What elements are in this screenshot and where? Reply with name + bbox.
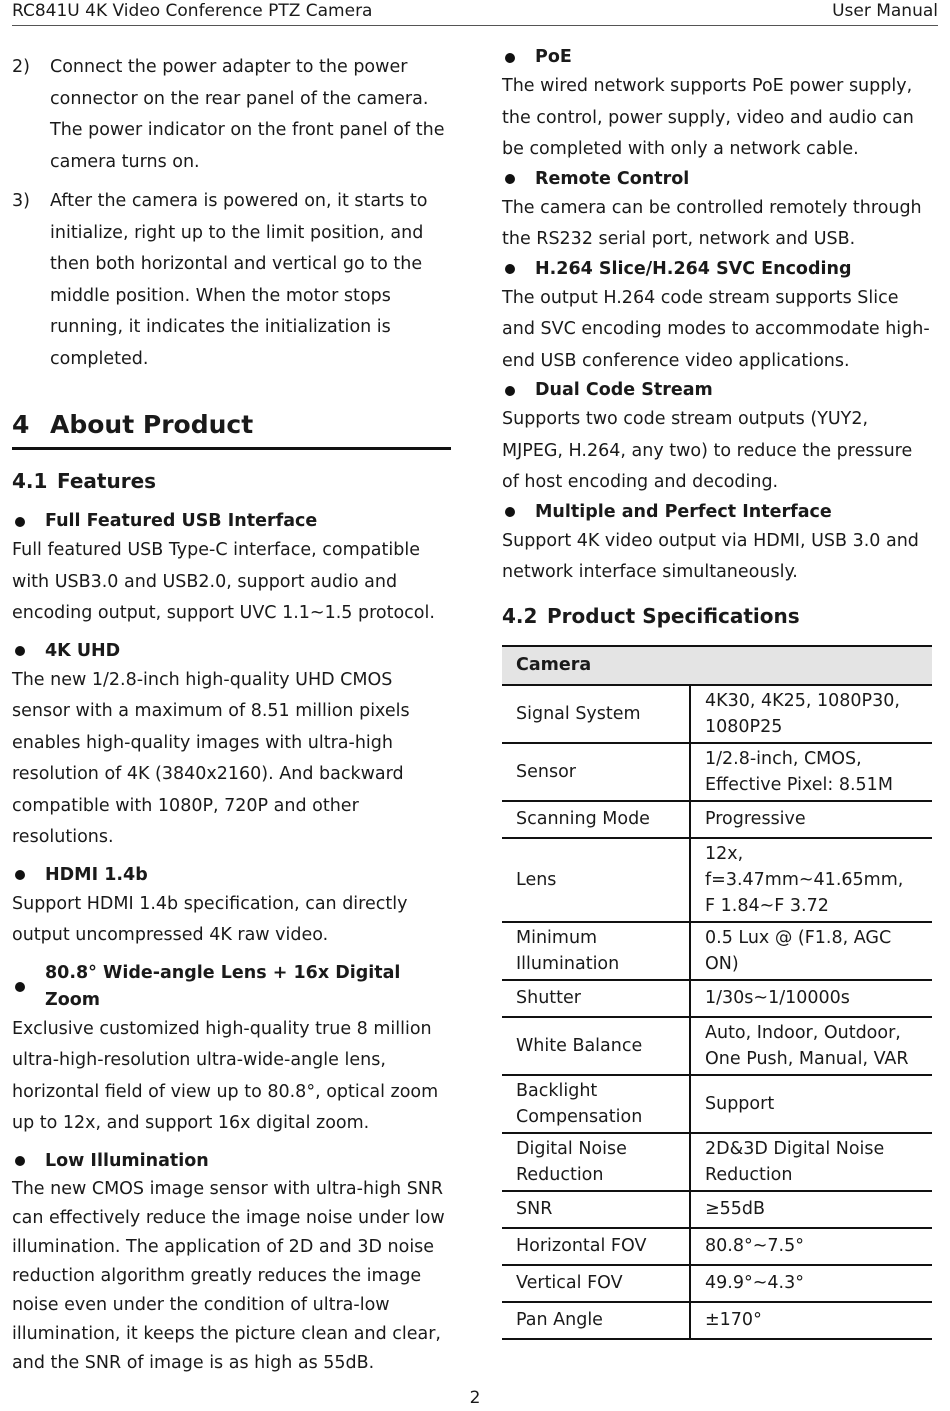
feature-title: Full Featured USB Interface [45,511,318,531]
step-number: 3) [12,191,30,211]
spec-key: Lens [502,838,690,922]
spec-row [502,743,932,801]
header-title: RC841U 4K Video Conference PTZ Camera [12,1,373,21]
section-heading [12,405,451,450]
spec-row [502,1133,932,1191]
spec-table-header: Camera [502,646,932,685]
spec-row [502,980,932,1017]
spec-value: ≥55dB [690,1191,932,1228]
bullet-icon [15,517,25,527]
spec-row [502,1017,932,1075]
spec-value: 1/30s~1/10000s [690,980,932,1017]
spec-value: 2D&3D Digital Noise Reduction [690,1133,932,1191]
feature-item [502,499,932,589]
features-heading-title: Features [57,469,157,493]
bullet-icon [505,264,515,274]
feature-item [12,862,452,952]
spec-key: SNR [502,1191,690,1228]
page-header [12,0,938,26]
spec-key: White Balance [502,1017,690,1075]
spec-key: Minimum Illumination [502,922,690,980]
feature-description: Exclusive customized high-quality true 8 million ultra-high-resolution ultra-wide-angle lens, horizontal field of view up to 80.8°, optical zoom up to 12x, and support 16x digital zoom. [12,1018,439,1133]
spec-row [502,1265,932,1302]
feature-description: The new 1/2.8-inch high-quality UHD CMOS sensor with a maximum of 8.51 million pixels enables high-quality images with ultra-high resolution of 4K (3840x2160). And backward compatible with 1080P, 720P and other resolutions. [12,669,410,847]
feature-title: 4K UHD [45,640,121,661]
spec-value: 0.5 Lux @ (F1.8, AGC ON) [690,922,932,980]
feature-description: Full featured USB Type-C interface, compatible with USB3.0 and USB2.0, support audio and encoding output, support UVC 1.1~1.5 protocol. [12,540,435,623]
feature-description: Support 4K video output via HDMI, USB 3.0 and network interface simultaneously. [502,530,919,582]
bullet-icon [505,174,515,184]
spec-key: Scanning Mode [502,801,690,838]
spec-table [502,645,932,1340]
feature-item [502,44,932,166]
spec-value: Auto, Indoor, Outdoor, One Push, Manual, VAR [690,1017,932,1075]
spec-row [502,1191,932,1228]
feature-description: The output H.264 code stream supports Slice and SVC encoding modes to accommodate high-end USB conference video applications. [502,287,930,371]
right-column [502,44,932,1340]
step-number: 2) [12,57,30,77]
bullet-icon [505,507,515,517]
spec-key: Pan Angle [502,1302,690,1339]
bullet-icon [15,646,25,656]
feature-description: The wired network supports PoE power supply, the control, power supply, video and audio can be completed with only a network cable. [502,76,914,159]
spec-key: Digital Noise Reduction [502,1133,690,1191]
spec-row [502,1228,932,1265]
specifications-heading-title: Product Specifications [547,603,800,628]
feature-title: H.264 Slice/H.264 SVC Encoding [535,258,852,279]
bullet-icon [505,386,515,396]
bullet-icon [15,982,25,992]
spec-key: Shutter [502,980,690,1017]
feature-item [502,166,932,256]
features-heading [12,466,452,496]
feature-title: HDMI 1.4b [45,864,148,885]
feature-title: PoE [535,47,572,67]
left-column [12,52,452,1378]
feature-item [502,377,932,499]
spec-row [502,1302,932,1339]
feature-title: 80.8° Wide-angle Lens + 16x Digital Zoom [45,962,401,1010]
spec-key: Sensor [502,743,690,801]
bullet-icon [15,870,25,880]
spec-value: 80.8°~7.5° [690,1228,932,1265]
step-text: Connect the power adapter to the power connector on the rear panel of the camera. The power indicator on the front panel of the camera turns on. [50,57,445,172]
feature-title: Low Illumination [45,1150,209,1171]
spec-row [502,801,932,838]
bullet-icon [505,53,515,63]
spec-key: Backlight Compensation [502,1075,690,1133]
step-item [12,186,452,375]
feature-item [12,960,452,1140]
section-title: About Product [50,410,254,439]
specifications-heading [502,601,932,631]
header-doc-type: User Manual [832,1,938,21]
feature-title: Multiple and Perfect Interface [535,501,832,522]
feature-description: The camera can be controlled remotely through the RS232 serial port, network and USB. [502,197,922,249]
spec-value: 12x, f=3.47mm~41.65mm, F 1.84~F 3.72 [690,838,932,922]
bullet-icon [15,1156,25,1166]
spec-value: ±170° [690,1302,932,1339]
spec-value: 4K30, 4K25, 1080P30, 1080P25 [690,685,932,743]
step-item [12,52,452,178]
feature-title: Dual Code Stream [535,380,713,400]
spec-row [502,922,932,980]
spec-row [502,1075,932,1133]
feature-item [12,1148,452,1378]
spec-key: Signal System [502,685,690,743]
specifications-heading-number: 4.2 [502,603,538,628]
step-text: After the camera is powered on, it starts to initialize, right up to the limit position, and then both horizontal and vertical go to the middle position. When the motor stops running, it indicates the initialization is completed. [50,191,428,369]
spec-value: 49.9°~4.3° [690,1265,932,1302]
feature-item [12,638,452,854]
spec-key: Horizontal FOV [502,1228,690,1265]
spec-value: Support [690,1075,932,1133]
spec-value: 1/2.8-inch, CMOS, Effective Pixel: 8.51M [690,743,932,801]
feature-description: Supports two code stream outputs (YUY2, MJPEG, H.264, any two) to reduce the pressure of host encoding and decoding. [502,409,913,492]
spec-key: Vertical FOV [502,1265,690,1302]
section-number: 4 [12,410,30,439]
spec-value: Progressive [690,801,932,838]
feature-description: The new CMOS image sensor with ultra-high SNR can effectively reduce the image noise under low illumination. The application of 2D and 3D noise reduction algorithm greatly reduces the image noise even under the condition of ultra-low illumination, it keeps the picture clean and clear, and the SNR of image is as high as 55dB. [12,1178,445,1373]
spec-row [502,838,932,922]
features-heading-number: 4.1 [12,469,48,493]
feature-item [12,508,452,630]
page-number: 2 [469,1388,481,1408]
feature-title: Remote Control [535,168,690,189]
feature-description: Support HDMI 1.4b specification, can directly output uncompressed 4K raw video. [12,893,408,945]
spec-row [502,685,932,743]
feature-item [502,256,932,378]
spec-table-body [502,685,932,1339]
